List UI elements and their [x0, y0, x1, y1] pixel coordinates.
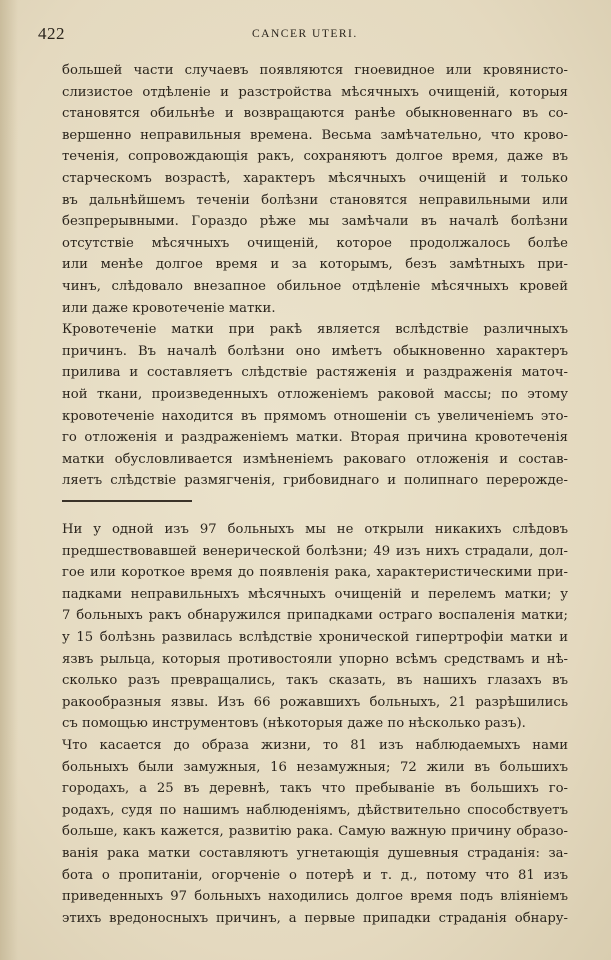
footnote-line: язвъ рыльца, которыя противостояли упорно всѣмъ средствамъ и нѣ-	[62, 651, 568, 667]
main-text	[62, 60, 568, 492]
footnote-line: 7 больныхъ ракъ обнаружился припадками остраго воспаленія матки;	[62, 608, 568, 624]
text-line: причинъ. Въ началѣ болѣзни оно имѣетъ обыкновенно характеръ	[62, 343, 568, 359]
text-line: отсутствіе мѣсячныхъ очищеній, которое продолжалось болѣе	[62, 235, 568, 251]
text-line: большей части случаевъ появляются гноевидное или кровянисто-	[62, 63, 568, 78]
footnote-line: больше, какъ кажется, развитію рака. Самую важную причину образо-	[62, 824, 568, 840]
footnote-line: падками неправильныхъ мѣсячныхъ очищеній и перелемъ матки; у	[62, 586, 568, 602]
text-line: въ дальнѣйшемъ теченіи болѣзни становятся неправильными или	[62, 192, 568, 208]
footnote-line: больныхъ были замужныя, 16 незамужныя; 72 жили въ большихъ	[62, 759, 568, 775]
text-line: прилива и составляетъ слѣдствіе растяженія и раздраженія маточ-	[62, 365, 568, 381]
text-line: или менѣе долгое время и за которымъ, безъ замѣтныхъ при-	[62, 257, 568, 273]
text-line: старческомъ возрастѣ, характеръ мѣсячныхъ очищеній и только	[62, 170, 568, 186]
page-gutter	[0, 0, 18, 960]
text-line: матки обусловливается измѣненіемъ раковаго отложенія и состав-	[62, 451, 568, 467]
footnote-line: Ни у одной изъ 97 больныхъ мы не открыли никакихъ слѣдовъ	[62, 522, 568, 537]
text-line: ной ткани, произведенныхъ отложеніемъ раковой массы; по этому	[62, 386, 568, 402]
footnote-line: гое или короткое время до появленія рака, характеристическими при-	[62, 565, 568, 581]
footnote-line: этихъ вредоносныхъ причинъ, а первые припадки страданія обнару-	[62, 910, 568, 926]
footnote-line: ракообразныя язвы. Изъ 66 рожавшихъ больныхъ, 21 разрѣшились	[62, 694, 568, 710]
text-line: ляетъ слѣдствіе размягченія, грибовиднаго и полипнаго перерожде-	[62, 473, 568, 489]
footnote-line: съ помощью инструментовъ (нѣкоторыя даже по нѣсколько разъ).	[62, 716, 526, 732]
page-number: 422	[38, 24, 65, 43]
footnote-divider	[62, 500, 192, 502]
text-line: теченія, сопровождающія ракъ, сохраняютъ долгое время, даже въ	[62, 149, 568, 165]
footnote-line: ванія рака матки составляютъ угнетающія душевныя страданія: за-	[62, 845, 568, 861]
footnote-line: бота о пропитаніи, огорченіе о потерѣ и т. д., потому что 81 изъ	[62, 867, 568, 883]
footnote-line: сколько разъ превращались, такъ сказать, въ нашихъ глазахъ въ	[62, 673, 568, 689]
running-title: CANCER UTERI.	[252, 28, 358, 40]
text-line: кровотеченіе находится въ прямомъ отношеніи съ увеличеніемъ это-	[62, 408, 568, 424]
footnote-line: у 15 болѣзнь развилась вслѣдствіе хронической гипертрофіи матки и	[62, 629, 568, 645]
text-line: становятся обильнѣе и возвращаются ранѣе обыкновеннаго въ со-	[62, 106, 568, 122]
text-line: го отложенія и раздраженіемъ матки. Вторая причина кровотеченія	[62, 430, 568, 446]
page-header	[38, 24, 578, 46]
text-line: Кровотеченіе матки при ракѣ является вслѣдствіе различныхъ	[62, 322, 568, 338]
text-line: вершенно неправильныя времена. Весьма замѣчательно, что крово-	[62, 127, 568, 143]
text-line: слизистое отдѣленіе и разстройства мѣсячныхъ очищеній, которыя	[62, 84, 568, 100]
footnote-line: предшествовавшей венерической болѣзни; 49 изъ нихъ страдали, дол-	[62, 543, 568, 559]
text-line: чинъ, слѣдовало внезапное обильное отдѣленіе мѣсячныхъ кровей	[62, 278, 568, 294]
text-line: или даже кровотеченіе матки.	[62, 300, 276, 316]
footnote-line: Что касается до образа жизни, то 81 изъ наблюдаемыхъ нами	[62, 737, 568, 753]
footnote-text	[62, 520, 568, 930]
footnote-line: родахъ, судя по нашимъ наблюденіямъ, дѣйствительно способствуетъ	[62, 802, 568, 818]
text-line: безпрерывными. Гораздо рѣже мы замѣчали въ началѣ болѣзни	[62, 214, 568, 230]
footnote-line: городахъ, а 25 въ деревнѣ, такъ что пребываніе въ большихъ го-	[62, 781, 568, 797]
footnote-line: приведенныхъ 97 больныхъ находились долгое время подъ вліяніемъ	[62, 889, 568, 905]
